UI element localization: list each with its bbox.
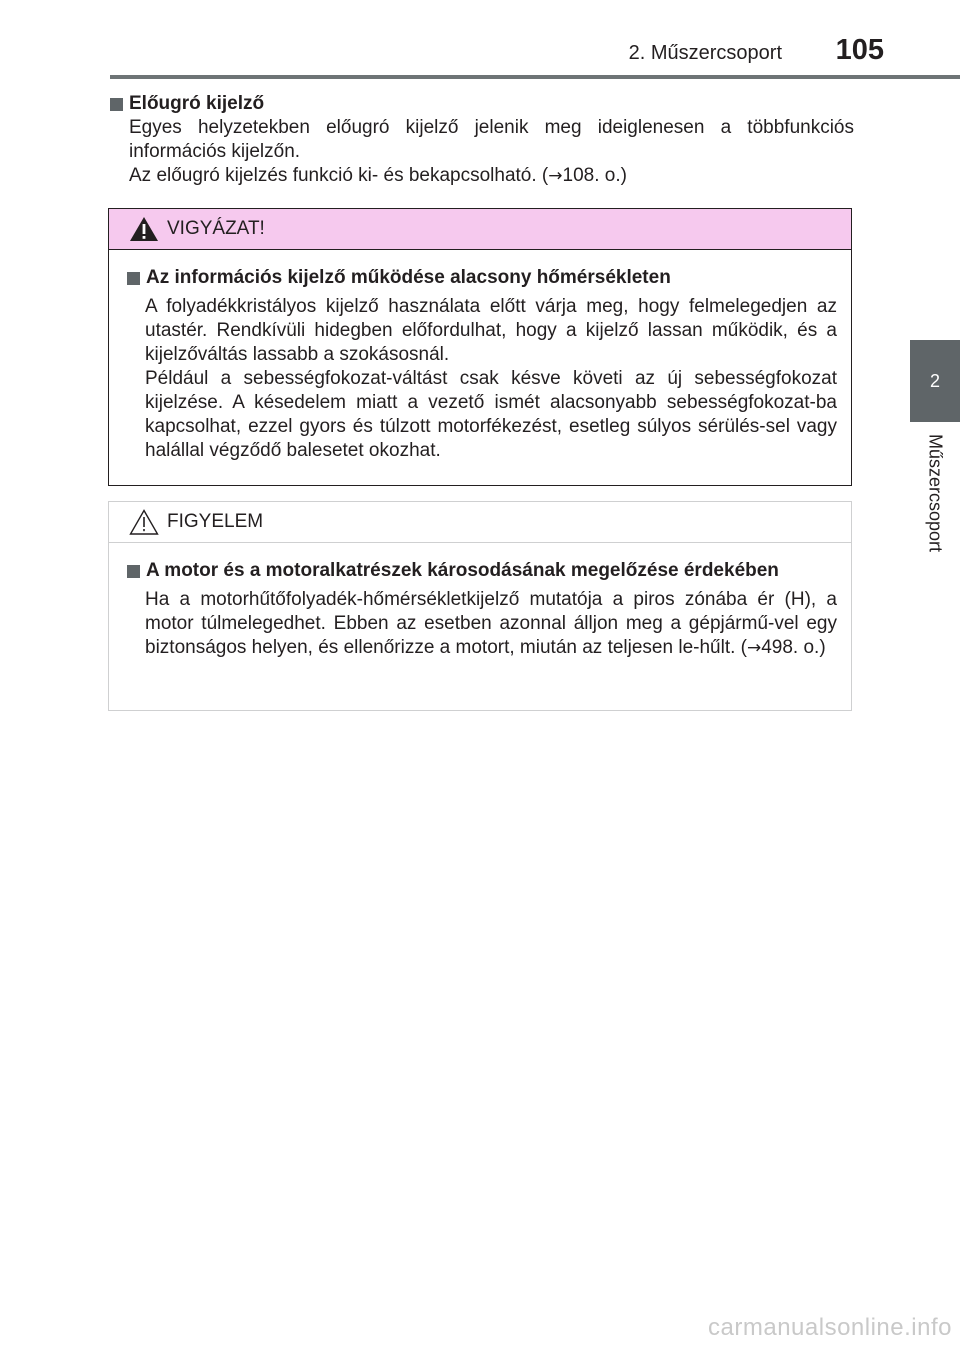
chapter-tab[interactable] — [910, 340, 960, 422]
notice-header — [109, 502, 851, 543]
popup-section — [110, 92, 854, 188]
section-title: 2. Műszercsoport — [628, 42, 782, 64]
square-bullet-icon — [110, 98, 123, 111]
square-bullet-icon — [127, 272, 140, 285]
page-number: 105 — [835, 34, 884, 66]
page-header — [0, 0, 960, 80]
caution-heading-text: Az információs kijelző működése alacsony hőmérsékleten — [146, 267, 671, 288]
caution-paragraph: Például a sebességfokozat-váltást csak késve követi az új sebességfokozat kijelzése. A késedelem miatt a vezető ismét alacsonyabb sebességfokozat-ba kapcsolhat, ezzel gyors és túlzott motorfékezést, esetleg súlyos sérülés-sel vagy halállal végződő balesetet okozhat. — [145, 368, 837, 461]
notice-title: FIGYELEM — [167, 511, 264, 532]
notice-text — [145, 588, 837, 660]
chapter-label-area — [910, 432, 960, 582]
section-heading — [110, 92, 854, 116]
warning-outline-icon — [129, 509, 159, 535]
watermark: carmanualsonline.info — [708, 1314, 952, 1341]
arrow-icon: → — [746, 638, 762, 658]
notice-box — [108, 501, 852, 711]
body-line: Az előugró kijelzés funkció ki- és bekapcsolható. (→108. o.) — [129, 165, 627, 186]
section-body — [129, 116, 854, 188]
header-rule — [110, 75, 960, 79]
warning-triangle-icon — [129, 216, 159, 242]
chapter-label: Műszercsoport — [925, 434, 946, 553]
caution-header — [109, 209, 851, 250]
caution-title: VIGYÁZAT! — [167, 218, 265, 239]
caution-body — [109, 250, 851, 463]
arrow-icon: → — [548, 166, 563, 186]
page-reference[interactable]: 498. o.) — [761, 637, 826, 658]
page-reference[interactable]: 108. o.) — [562, 165, 627, 186]
caution-paragraph: A folyadékkristályos kijelző használata előtt várja meg, hogy felmelegedjen az utastér. Rendkívüli hidegben előfordulhat, hogy a kijelző lassan működik, és a kijelzőváltás lassabb a szokásosnál. — [145, 296, 837, 365]
body-line: Egyes helyzetekben előugró kijelző jelenik meg ideiglenesen a többfunkciós információs kijelzőn. — [129, 117, 854, 162]
caution-box — [108, 208, 852, 486]
square-bullet-icon — [127, 565, 140, 578]
notice-heading — [127, 559, 837, 583]
section-heading-text: Előugró kijelző — [129, 93, 265, 114]
notice-heading-text: A motor és a motoralkatrészek károsodásának megelőzése érdekében — [146, 560, 779, 581]
chapter-number: 2 — [929, 370, 940, 391]
caution-heading — [127, 266, 837, 290]
notice-body — [109, 543, 851, 660]
notice-paragraph: Ha a motorhűtőfolyadék-hőmérsékletkijelző mutatója a piros zónába ér (H), a motor túlmelegedhet. Ebben az esetben azonnal álljon meg a gépjármű-vel egy biztonságos helyen, és ellenőrizze a motort, miután az teljesen le-hűlt. (→498. o.) — [145, 589, 837, 658]
caution-text — [145, 295, 837, 463]
